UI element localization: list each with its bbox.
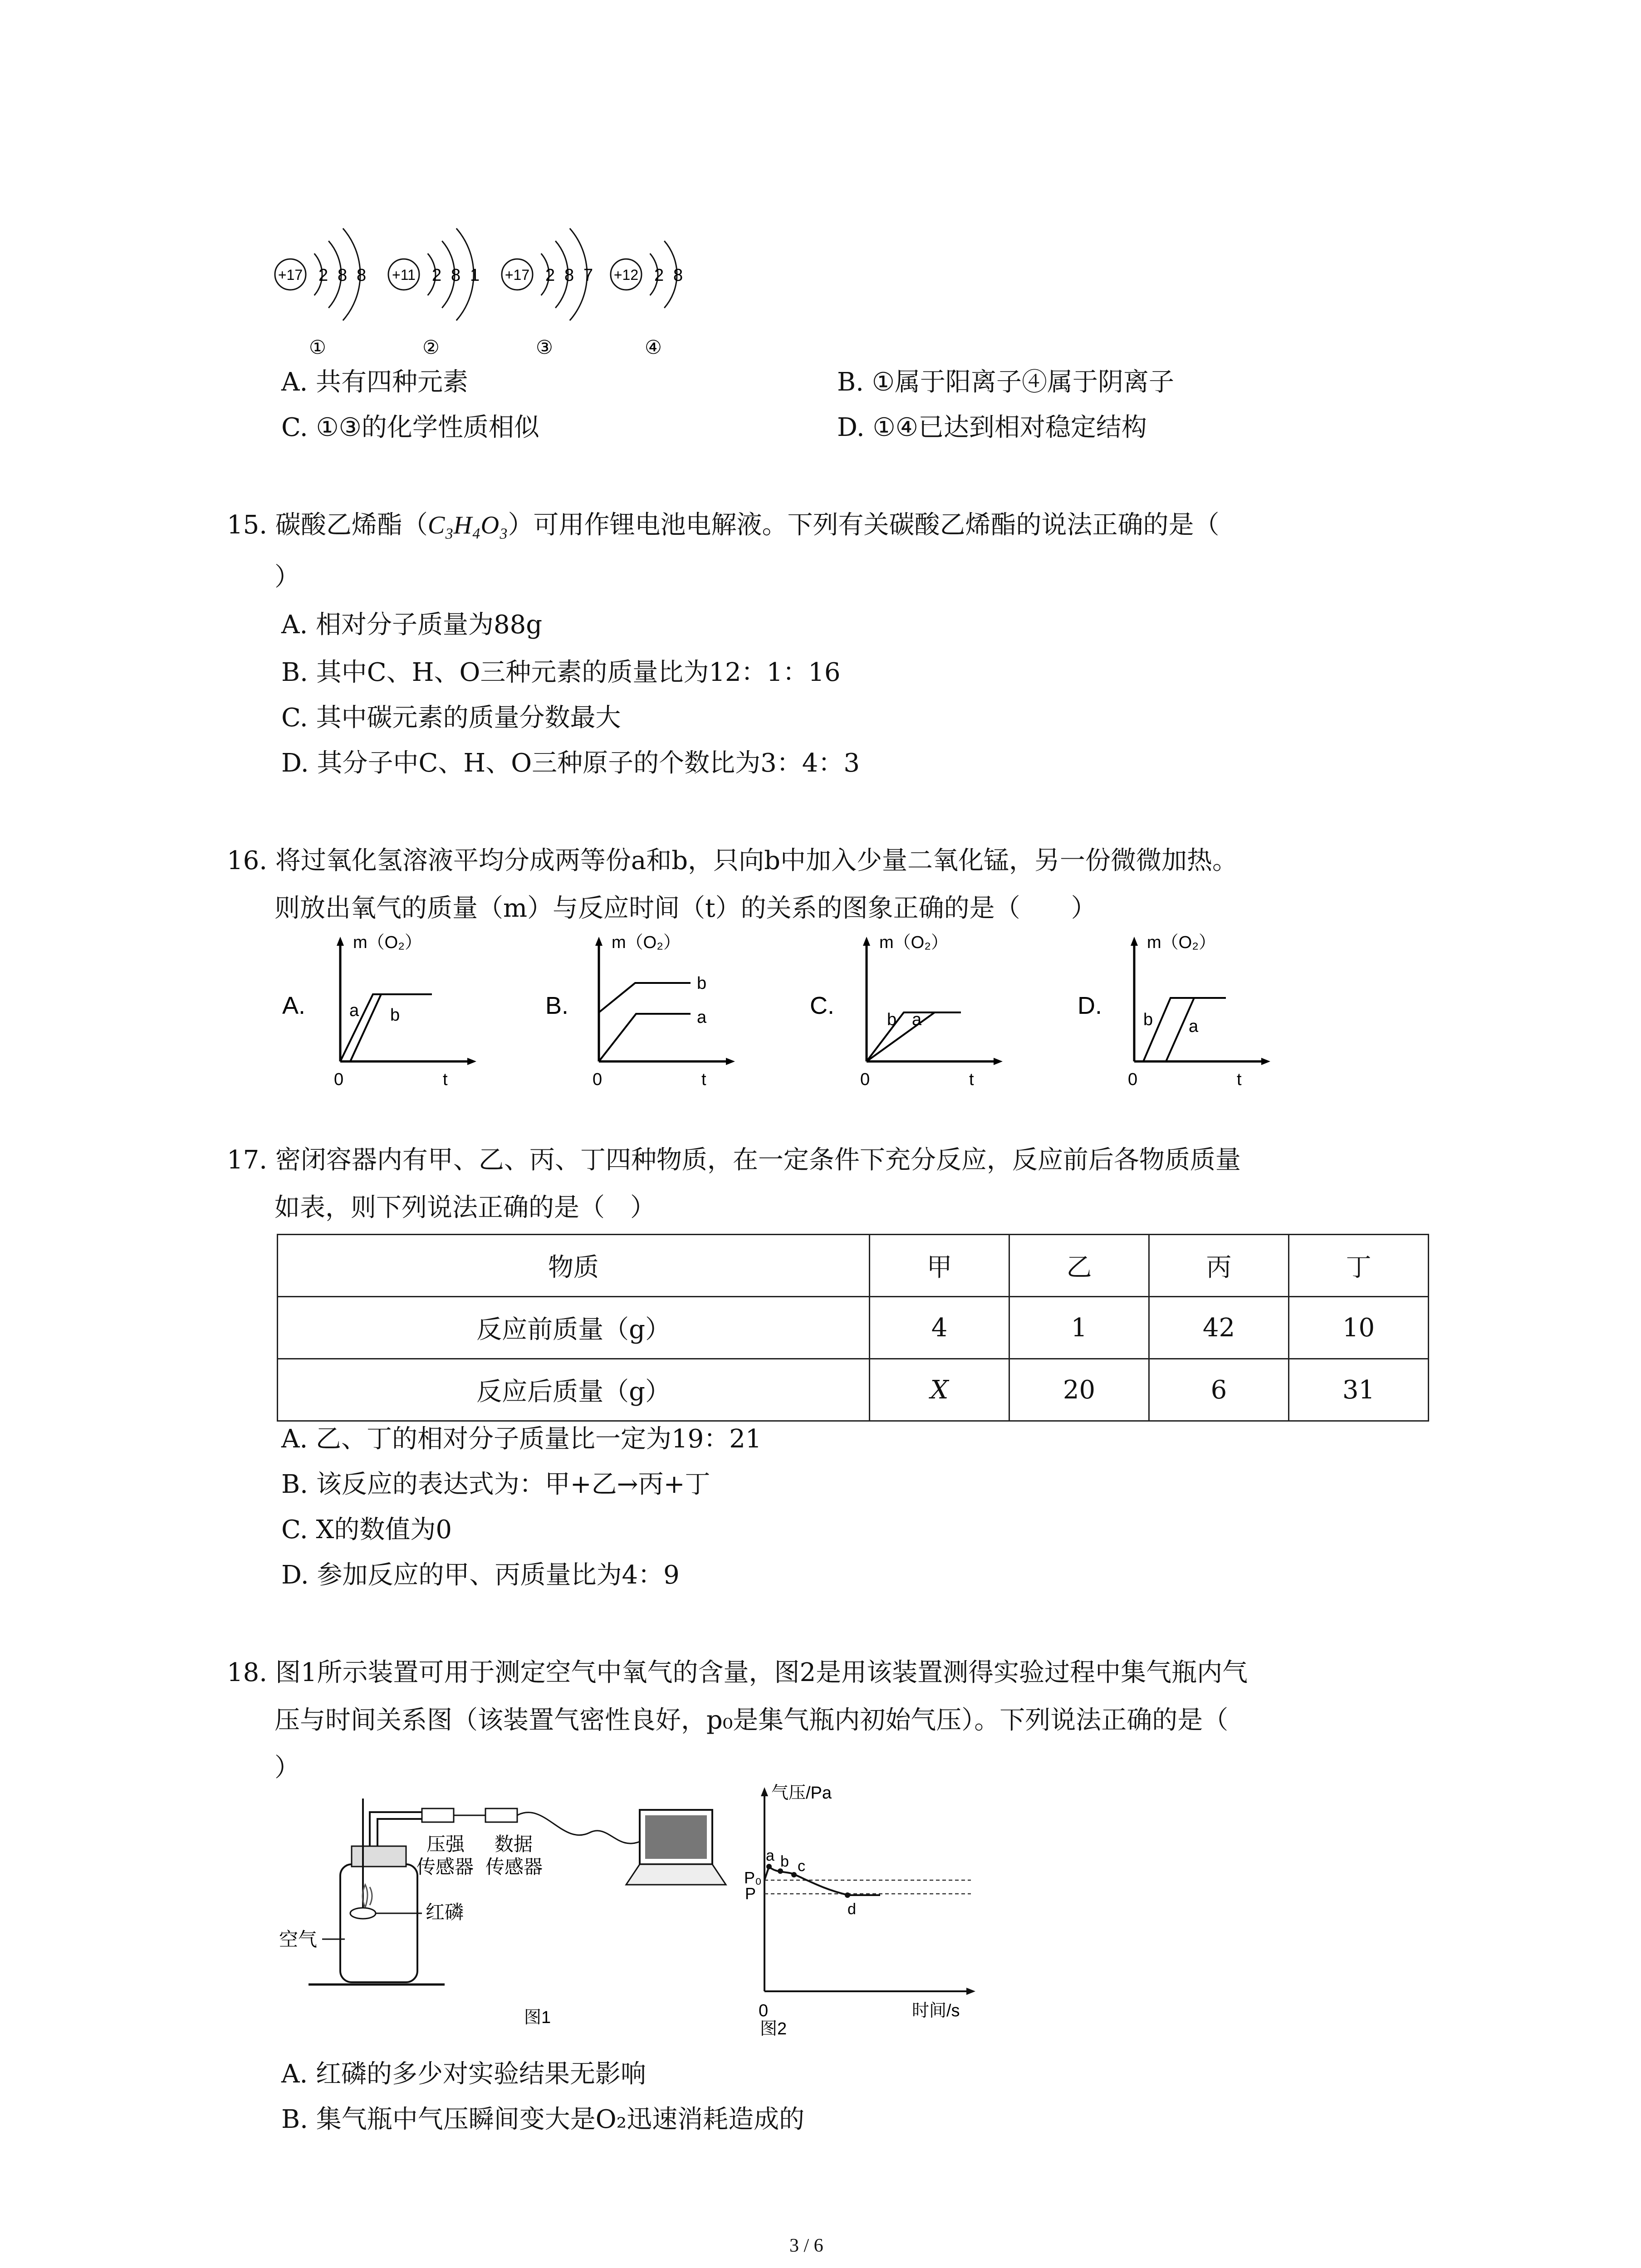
nucleus-charge: +17 — [278, 267, 303, 283]
svg-text:0: 0 — [759, 2001, 769, 2020]
fig2-pressure-graph — [744, 1778, 998, 2037]
svg-text:b: b — [780, 1853, 789, 1870]
q15-option-d: D. 其分子中C、H、O三种原子的个数比为3：4：3 — [281, 748, 860, 778]
table-header-cell: 丙 — [1149, 1235, 1288, 1297]
fig2-p: P — [745, 1884, 756, 1903]
svg-text:m（O₂）: m（O₂） — [612, 933, 681, 952]
q14-option-c: C. ①③的化学性质相似 — [281, 413, 539, 442]
svg-text:t: t — [969, 1070, 974, 1089]
shell-electron-count: 8 — [357, 266, 367, 285]
table-cell: 6 — [1149, 1359, 1288, 1421]
q17-option-d: D. 参加反应的甲、丙质量比为4：9 — [281, 1560, 680, 1590]
q14-option-a: A. 共有四种元素 — [281, 367, 469, 397]
q15-formula: C₃H₄O₃ — [427, 511, 508, 539]
svg-text:c: c — [798, 1857, 805, 1875]
svg-text:a: a — [766, 1847, 774, 1864]
option-letter: A. — [282, 992, 306, 1019]
table-row — [278, 1297, 1429, 1359]
atom-1 — [275, 228, 366, 358]
q18-stem-end: ） — [274, 1753, 300, 1783]
svg-text:b: b — [887, 1010, 897, 1029]
q16-stem: 16. 将过氧化氢溶液平均分成两等份a和b，只向b中加入少量二氧化锰，另一份微微加热。 — [227, 846, 1238, 875]
q17-stem: 17. 密闭容器内有甲、乙、丙、丁四种物质，在一定条件下充分反应，反应前后各物质质量 — [227, 1145, 1241, 1175]
atom-structure-diagram — [268, 213, 730, 363]
table-cell: 4 — [870, 1297, 1009, 1359]
svg-text:传感器: 传感器 — [485, 1856, 543, 1877]
q15-option-b: B. 其中C、H、O三种元素的质量比为12：1：16 — [281, 658, 841, 687]
q14-option-b: B. ①属于阳离子④属于阴离子 — [837, 367, 1174, 397]
q18-stem-2: 压与时间关系图（该装置气密性良好，p₀是集气瓶内初始气压）。下列说法正确的是（ — [274, 1706, 1229, 1735]
svg-text:0: 0 — [1128, 1070, 1138, 1089]
svg-text:t: t — [1237, 1070, 1242, 1089]
svg-text:B.: B. — [545, 992, 569, 1019]
q18-option-b: B. 集气瓶中气压瞬间变大是O₂迅速消耗造成的 — [281, 2105, 805, 2134]
table-cell: X — [870, 1359, 1009, 1421]
svg-text:0: 0 — [860, 1070, 870, 1089]
svg-text:t: t — [701, 1070, 706, 1089]
table-header-row — [278, 1235, 1429, 1297]
fig2-ylabel: 气压/Pa — [771, 1784, 832, 1803]
atom-2 — [388, 228, 480, 358]
shell-electron-count: 1 — [470, 266, 480, 285]
shell-electron-count: 2 — [432, 266, 442, 285]
q15-option-a: A. 相对分子质量为88g — [281, 610, 543, 640]
table-cell: 10 — [1288, 1297, 1428, 1359]
atom-label: ③ — [536, 337, 553, 358]
shell-electron-count: 8 — [451, 266, 461, 285]
nucleus-charge: +11 — [392, 267, 416, 283]
svg-text:m（O₂）: m（O₂） — [879, 933, 948, 952]
shell-electron-count: 8 — [338, 266, 348, 285]
label-data-sensor: 数据 — [495, 1833, 533, 1855]
fig2-caption: 图2 — [760, 2019, 787, 2037]
svg-text:b: b — [1143, 1010, 1153, 1029]
table-cell: 反应后质量（g） — [278, 1359, 870, 1421]
table-cell: 1 — [1009, 1297, 1149, 1359]
fig1-apparatus — [272, 1792, 744, 2032]
q17-option-a: A. 乙、丁的相对分子质量比一定为19：21 — [281, 1424, 762, 1454]
graph-d — [1075, 930, 1284, 1093]
svg-text:b: b — [390, 1006, 400, 1025]
svg-text:D.: D. — [1078, 992, 1102, 1019]
shell-electron-count: 7 — [583, 266, 593, 285]
q15-stem-end: ） — [274, 562, 300, 592]
svg-text:0: 0 — [593, 1070, 603, 1089]
svg-text:d: d — [847, 1901, 856, 1918]
q18-stem: 18. 图1所示装置可用于测定空气中氧气的含量，图2是用该装置测得实验过程中集气瓶内气 — [227, 1658, 1248, 1687]
fig1-caption: 图1 — [524, 2008, 551, 2027]
fig2-xlabel: 时间/s — [912, 2001, 960, 2020]
shell-electron-count: 2 — [654, 266, 664, 285]
mass-table — [277, 1234, 1429, 1422]
shell-electron-count: 2 — [545, 266, 555, 285]
svg-text:传感器: 传感器 — [416, 1856, 474, 1877]
table-header-cell: 物质 — [278, 1235, 870, 1297]
fig2-p0: P₀ — [744, 1868, 762, 1887]
q17-stem-2: 如表，则下列说法正确的是（ ） — [274, 1193, 656, 1222]
label-phosphorus: 红磷 — [426, 1901, 464, 1923]
table-row — [278, 1359, 1429, 1421]
svg-text:t: t — [443, 1070, 448, 1089]
q15-option-c: C. 其中碳元素的质量分数最大 — [281, 703, 621, 733]
table-header-cell: 乙 — [1009, 1235, 1149, 1297]
svg-text:a: a — [1189, 1017, 1199, 1036]
atom-label: ④ — [645, 337, 662, 358]
atom-label: ① — [309, 337, 326, 358]
table-cell: 反应前质量（g） — [278, 1297, 870, 1359]
atom-label: ② — [422, 337, 440, 358]
graph-a — [272, 930, 481, 1093]
table-cell: 31 — [1288, 1359, 1428, 1421]
q14-option-d: D. ①④已达到相对稳定结构 — [837, 413, 1147, 442]
svg-text:0: 0 — [334, 1070, 344, 1089]
graph-c — [798, 930, 1007, 1093]
label-pressure-sensor: 压强 — [426, 1833, 465, 1855]
table-cell: 42 — [1149, 1297, 1288, 1359]
page-number: 3 / 6 — [789, 2235, 823, 2256]
shell-electron-count: 8 — [564, 266, 574, 285]
q16-graphs — [272, 930, 1316, 1093]
svg-text:a: a — [912, 1010, 922, 1029]
nucleus-charge: +17 — [505, 267, 530, 283]
svg-text:C.: C. — [810, 992, 834, 1019]
table-header-cell: 甲 — [870, 1235, 1009, 1297]
table-cell: 20 — [1009, 1359, 1149, 1421]
q17-option-c: C. X的数值为0 — [281, 1515, 452, 1545]
graph-b — [540, 930, 749, 1093]
svg-text:a: a — [697, 1008, 707, 1027]
q16-stem-2: 则放出氧气的质量（m）与反应时间（t）的关系的图象正确的是（ ） — [274, 894, 1097, 923]
svg-text:b: b — [697, 974, 707, 993]
atom-3 — [502, 228, 593, 358]
q15-stem: 15. 碳酸乙烯酯（C₃H₄O₃）可用作锂电池电解液。下列有关碳酸乙烯酯的说法正确的是（ — [227, 510, 1220, 540]
svg-text:m（O₂）: m（O₂） — [353, 933, 422, 952]
q17-option-b: B. 该反应的表达式为：甲+乙→丙+丁 — [281, 1470, 710, 1499]
q18-option-a: A. 红磷的多少对实验结果无影响 — [281, 2059, 647, 2089]
atom-4 — [611, 241, 683, 358]
table-header-cell: 丁 — [1288, 1235, 1428, 1297]
svg-text:a: a — [349, 1001, 359, 1020]
shell-electron-count: 2 — [318, 266, 328, 285]
nucleus-charge: +12 — [613, 267, 639, 283]
label-air: 空气 — [279, 1929, 318, 1950]
shell-electron-count: 8 — [673, 266, 683, 285]
svg-text:m（O₂）: m（O₂） — [1147, 933, 1216, 952]
